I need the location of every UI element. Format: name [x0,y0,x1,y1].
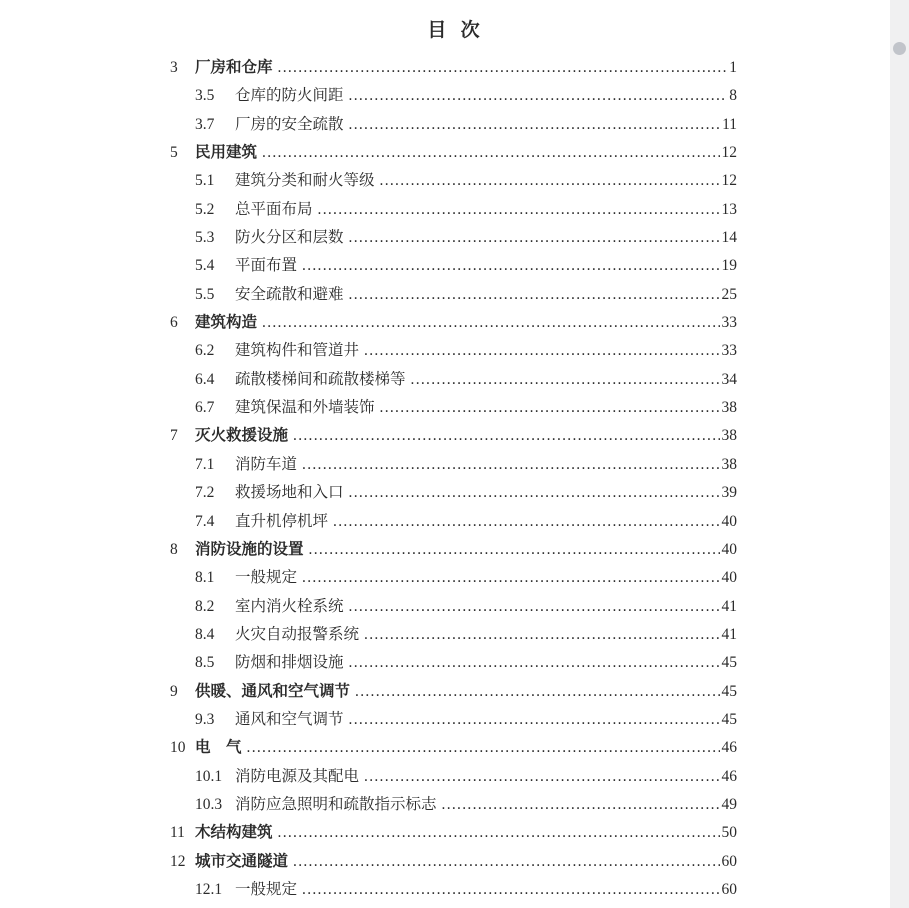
toc-entry [170,366,737,394]
toc-entry [170,451,737,479]
toc-entry-page: 45 [721,654,737,672]
toc-entry [170,508,737,536]
toc-entry-page: 11 [722,115,737,133]
toc-entry-page: 1 [729,59,737,76]
dot-leader [278,819,720,847]
dot-leader [302,252,719,280]
toc-entry [170,621,737,649]
toc-entry-title: 厂房的安全疏散 [235,115,344,133]
toc-entry-number: 8.5 [195,654,215,672]
dot-leader [302,451,719,479]
toc-entry-number: 8.2 [195,597,215,615]
toc-entry-title: 总平面布局 [235,200,313,218]
toc-entry [170,564,737,592]
toc-entry-title: 室内消火栓系统 [235,597,344,615]
toc-entry [170,167,737,195]
toc-entry-number: 5.2 [195,200,215,218]
toc-entry [170,394,737,422]
toc-entry-page: 25 [721,285,737,303]
toc-entry-number: 5.4 [195,257,215,275]
toc-entry [170,252,737,280]
toc-entry-page: 19 [721,257,737,275]
toc-entry [170,819,737,847]
toc-entry-number: 5 [170,144,178,162]
toc-content [170,14,737,904]
toc-entry-title: 建筑构造 [195,314,258,332]
toc-entry-title: 建筑分类和耐火等级 [235,172,375,190]
toc-entry-number: 12 [170,852,186,870]
dot-leader [349,706,720,734]
scrollbar-track[interactable] [890,0,909,908]
toc-entry-page: 50 [721,824,737,842]
toc-entry-title: 建筑保温和外墙装饰 [235,399,375,417]
toc-entry-page: 38 [721,455,737,473]
dot-leader [364,621,719,649]
toc-entry-title: 安全疏散和避难 [235,285,344,303]
toc-entry-title: 救援场地和入口 [235,484,344,502]
toc-entry [170,479,737,507]
toc-entry [170,876,737,904]
dot-leader [411,366,720,394]
toc-entry-title: 仓库的防火间距 [235,87,344,105]
toc-entry-page: 38 [721,399,737,417]
toc-entry [170,224,737,252]
toc-entry-title: 消防应急照明和疏散指示标志 [235,795,437,813]
toc-entry-page: 40 [721,540,737,558]
toc-entry [170,111,737,139]
toc-entry-number: 12.1 [195,880,223,898]
toc-entry-number: 11 [170,824,185,842]
toc-entry-page: 41 [721,597,737,615]
toc-entry-number: 7.4 [195,512,215,530]
toc-entry [170,593,737,621]
dot-leader [349,281,720,309]
toc-entry-page: 34 [721,370,737,388]
toc-entry-page: 12 [721,144,737,162]
dot-leader [262,309,719,337]
toc-entry [170,337,737,365]
toc-entry-page: 49 [721,795,737,813]
toc-entry-number: 5.1 [195,172,215,190]
toc-entry [170,281,737,309]
toc-entry-number: 8.4 [195,625,215,643]
dot-leader [364,763,719,791]
toc-entry-number: 10 [170,739,186,757]
toc-entry [170,422,737,450]
toc-entry-title: 建筑构件和管道井 [235,342,360,360]
toc-entry-number: 6.4 [195,370,215,388]
toc-entry [170,309,737,337]
toc-entry-title: 一般规定 [235,569,298,587]
toc-entry-number: 3.5 [195,87,215,105]
dot-leader [278,54,728,82]
toc-entry-title: 民用建筑 [195,144,258,162]
toc-entry-title: 消防设施的设置 [195,540,304,558]
toc-entry-number: 6 [170,314,178,332]
dot-leader [349,224,720,252]
toc-entry [170,678,737,706]
toc-entry-page: 40 [721,512,737,530]
scrollbar-thumb[interactable] [893,42,906,55]
dot-leader [302,876,719,904]
toc-entry [170,649,737,677]
toc-entry-number: 7.2 [195,484,215,502]
toc-entry-page: 33 [721,314,737,332]
toc-entry-number: 9.3 [195,710,215,728]
toc-entry [170,196,737,224]
toc-entry-title: 防烟和排烟设施 [235,654,344,672]
dot-leader [309,536,720,564]
toc-entry-page: 33 [721,342,737,360]
dot-leader [349,82,728,110]
toc-entry-title: 平面布置 [235,257,298,275]
toc-entry-page: 12 [721,172,737,190]
toc-entry-number: 3.7 [195,115,215,133]
toc-entry-page: 60 [721,852,737,870]
toc-entry [170,848,737,876]
toc-entry-title: 火灾自动报警系统 [235,625,360,643]
toc-entry [170,82,737,110]
toc-entry-title: 直升机停机坪 [235,512,329,530]
toc-entry [170,763,737,791]
toc-entry-page: 46 [721,739,737,757]
toc-entry-number: 10.1 [195,767,223,785]
toc-list [170,54,737,904]
dot-leader [349,649,720,677]
toc-entry-number: 3 [170,59,178,76]
toc-entry-page: 46 [721,767,737,785]
toc-entry [170,536,737,564]
toc-entry-title: 消防电源及其配电 [235,767,360,785]
dot-leader [318,196,720,224]
toc-entry-title: 灭火救援设施 [195,427,289,445]
toc-entry [170,54,737,82]
toc-entry-number: 7 [170,427,178,445]
toc-entry [170,791,737,819]
toc-entry-page: 45 [721,682,737,700]
dot-leader [380,394,720,422]
toc-entry-title: 供暖、通风和空气调节 [195,682,351,700]
toc-entry-title: 一般规定 [235,880,298,898]
toc-entry-title: 城市交通隧道 [195,852,289,870]
toc-entry-page: 60 [721,880,737,898]
toc-entry [170,734,737,762]
dot-leader [355,678,719,706]
dot-leader [333,508,719,536]
toc-entry-page: 39 [721,484,737,502]
toc-entry-page: 38 [721,427,737,445]
toc-entry-number: 8.1 [195,569,215,587]
toc-entry [170,139,737,167]
toc-entry-page: 14 [721,229,737,247]
toc-entry-page: 8 [729,87,737,105]
toc-entry-page: 41 [721,625,737,643]
toc-entry-number: 6.2 [195,342,215,360]
dot-leader [349,111,721,139]
toc-entry-title: 防火分区和层数 [235,229,344,247]
page-title: 目 次 [427,20,480,41]
toc-entry-page: 13 [721,200,737,218]
toc-entry-title: 通风和空气调节 [235,710,344,728]
dot-leader [293,848,719,876]
dot-leader [380,167,720,195]
dot-leader [442,791,720,819]
dot-leader [364,337,719,365]
toc-entry-number: 7.1 [195,455,215,473]
toc-entry-number: 6.7 [195,399,215,417]
toc-entry-title: 木结构建筑 [195,824,273,842]
toc-entry-number: 5.5 [195,285,215,303]
toc-entry-page: 40 [721,569,737,587]
dot-leader [349,593,720,621]
toc-entry-number: 9 [170,682,178,700]
toc-entry-title: 厂房和仓库 [195,59,273,76]
toc-entry-title: 消防车道 [235,455,298,473]
toc-entry-page: 45 [721,710,737,728]
toc-entry-title: 电 气 [195,739,242,757]
toc-entry-number: 5.3 [195,229,215,247]
toc-entry-number: 10.3 [195,795,223,813]
toc-entry-title: 疏散楼梯间和疏散楼梯等 [235,370,406,388]
dot-leader [293,422,719,450]
dot-leader [262,139,719,167]
dot-leader [247,734,720,762]
dot-leader [349,479,720,507]
toc-entry-number: 8 [170,540,178,558]
dot-leader [302,564,719,592]
toc-entry [170,706,737,734]
